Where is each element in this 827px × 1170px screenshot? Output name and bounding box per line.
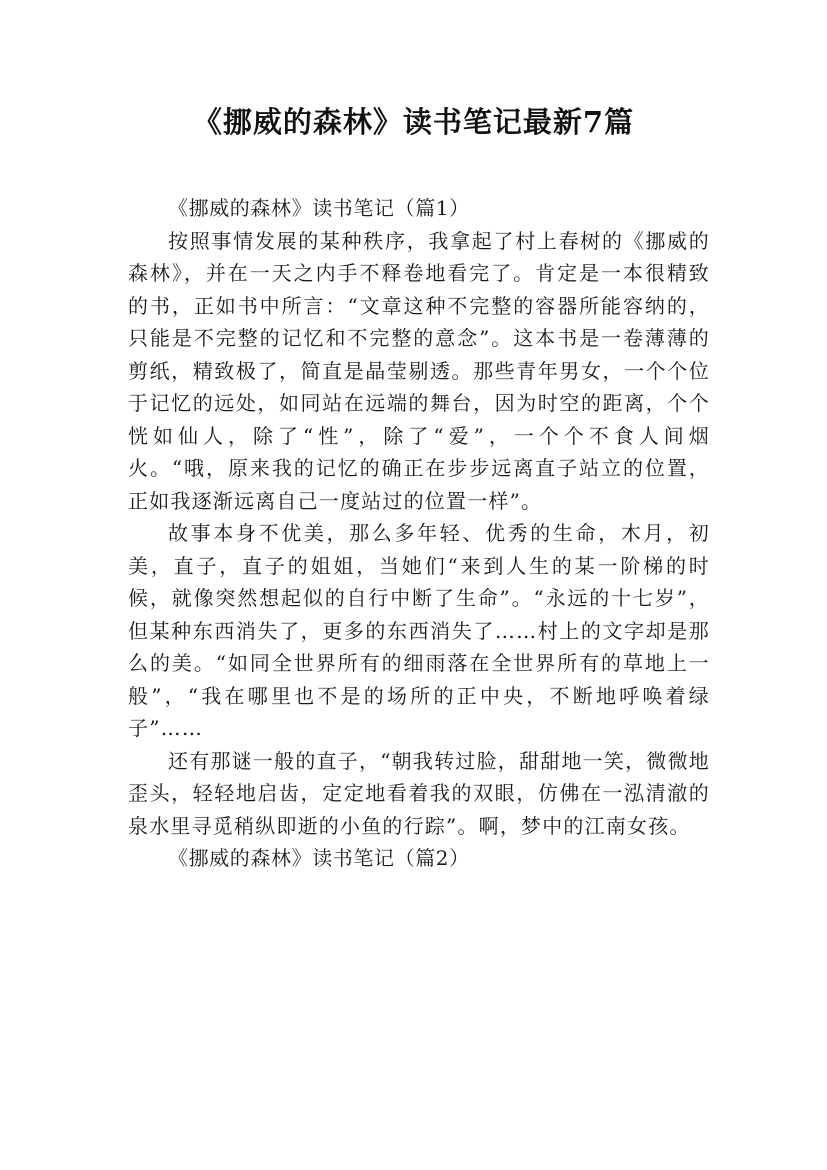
paragraph-3: 还有那谜一般的直子，“朝我转过脸，甜甜地一笑，微微地歪头，轻轻地启齿，定定地看着我的双眼，仿佛在一泓清澈的泉水里寻觅稍纵即逝的小鱼的行踪”。啊，梦中的江南女孩。 (128, 748, 710, 838)
paragraph-2: 故事本身不优美，那么多年轻、优秀的生命，木月，初美，直子，直子的姐姐，当她们“来到人生的某一阶梯的时候，就像突然想起似的自行中断了生命”。“永远的十七岁”，但某种东西消失了，更多的东西消失了……村上的文字却是那么的美。“如同全世界所有的细雨落在全世界所有的草地上一般”，“我在哪里也不是的场所的正中央，不断地呼唤着绿子”…… (128, 521, 710, 740)
document-title: 《挪威的森林》读书笔记最新7篇 (192, 105, 635, 139)
section-heading-1: 《挪威的森林》读书笔记（篇1） (168, 196, 470, 220)
paragraph-1: 按照事情发展的某种秩序，我拿起了村上春树的《挪威的森林》，并在一天之内手不释卷地看完了。肯定是一本很精致的书，正如书中所言：“文章这种不完整的容器所能容纳的，只能是不完整的记忆和不完整的意念”。这本书是一卷薄薄的剪纸，精致极了，简直是晶莹剔透。那些青年男女，一个个位于记忆的远处，如同站在远端的舞台，因为时空的距离，个个恍如仙人，除了“性”，除了“爱”，一个个不食人间烟火。“哦，原来我的记忆的确正在步步远离直子站立的位置，正如我逐渐远离自己一度站过的位置一样”。 (128, 228, 710, 513)
document-body (128, 192, 710, 875)
section-heading-2: 《挪威的森林》读书笔记（篇2） (168, 846, 470, 870)
